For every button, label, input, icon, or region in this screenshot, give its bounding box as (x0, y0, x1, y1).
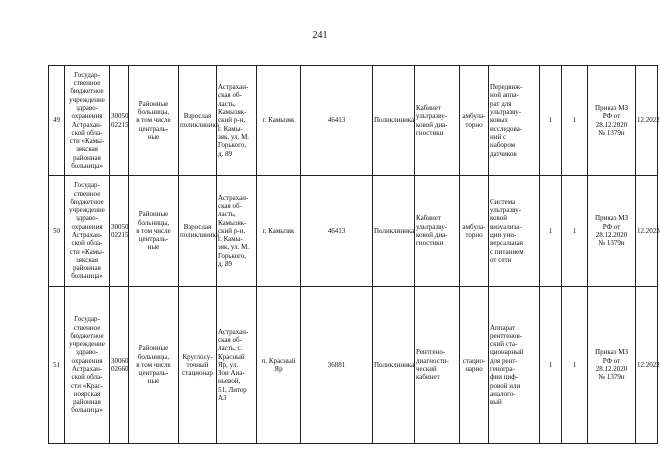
care-condition: стацио- нарно (460, 287, 489, 444)
deadline: 12.2022 (636, 287, 658, 444)
division: Взрослая поликлиника (179, 176, 217, 287)
organization-code: 30050 02215 (110, 176, 129, 287)
okato-code: 46413 (301, 66, 373, 176)
equipment: Система ультразву- ковой визуализа- ции уни- версальная с питанием от сети (489, 176, 540, 287)
address: Астрахан- ская об- ласть, с. Красный Яр, ул. Зои Ана- ньевой, 51, Литер А3 (217, 287, 257, 444)
regulation: Приказ МЗ РФ от 28.12.2020 № 1379н (588, 176, 636, 287)
regulation: Приказ МЗ РФ от 28.12.2020 № 1379н (588, 287, 636, 444)
quantity-required: 1 (540, 287, 562, 444)
care-condition: амбула- торно (460, 176, 489, 287)
table-row (49, 176, 658, 287)
unit: Поликлиника (373, 176, 415, 287)
care-condition: амбула- торно (460, 66, 489, 176)
division: Взрослая поликлиника (179, 66, 217, 176)
division: Круглосу- точный стационар (179, 287, 217, 444)
organization-type: Районные больницы, в том числе централь- ные (129, 66, 179, 176)
quantity-required: 1 (540, 176, 562, 287)
unit: Поликлиника (373, 66, 415, 176)
deadline: 12.2022 (636, 66, 658, 176)
room: Рентгено- диагности- ческий кабинет (415, 287, 460, 444)
okato-code: 36881 (301, 287, 373, 444)
table-row (49, 66, 658, 176)
locality: г. Камызяк (257, 66, 301, 176)
locality: г. Камызяк (257, 176, 301, 287)
row-number: 51 (49, 287, 65, 444)
organization-name: Государ- ственное бюджетное учреждение здраво- охранения Астрахан- ской обла- сти «Крас- ноярская районная больница» (65, 287, 110, 444)
organization-name: Государ- ственное бюджетное учреждение здраво- охранения Астрахан- ской обла- сти «Камы- зякская районная больница» (65, 176, 110, 287)
row-number: 50 (49, 176, 65, 287)
organization-name: Государ- ственное бюджетное учреждение здраво- охранения Астрахан- ской обла- сти «Камы- зякская районная больница» (65, 66, 110, 176)
address: Астрахан- ская об- ласть, Камызяк- ский р-н, г. Камы- зяк, ул. М. Горького, д. 89 (217, 66, 257, 176)
deadline: 12.2023 (636, 176, 658, 287)
quantity-required: 1 (540, 66, 562, 176)
equipment: Аппарат рентгенов- ский ста- ционарный для рент- геногра- фии циф- ровой или аналого- вый (489, 287, 540, 444)
quantity-planned: 1 (562, 66, 588, 176)
room: Кабинет ультразву- ковой диа- гностики (415, 176, 460, 287)
locality: п. Красный Яр (257, 287, 301, 444)
table-row (49, 287, 658, 444)
organization-code: 30050 02215 (110, 66, 129, 176)
organization-type: Районные больницы, в том числе централь- ные (129, 287, 179, 444)
organization-code: 30060 02660 (110, 287, 129, 444)
regulation: Приказ МЗ РФ от 28.12.2020 № 1379н (588, 66, 636, 176)
address: Астрахан- ская об- ласть, Камызяк- ский р-н, г. Камы- зяк, ул. М. Горького, д. 89 (217, 176, 257, 287)
room: Кабинет ультразву- ковой диа- гностики (415, 66, 460, 176)
unit: Поликлиника (373, 287, 415, 444)
organization-type: Районные больницы, в том числе централь- ные (129, 176, 179, 287)
okato-code: 46413 (301, 176, 373, 287)
row-number: 49 (49, 66, 65, 176)
quantity-planned: 1 (562, 176, 588, 287)
equipment: Передвиж- ной аппа- рат для ультразву- ковых исследова- ний с набором датчиков (489, 66, 540, 176)
page-number: 241 (312, 30, 328, 41)
equipment-table (48, 65, 658, 444)
quantity-planned: 1 (562, 287, 588, 444)
